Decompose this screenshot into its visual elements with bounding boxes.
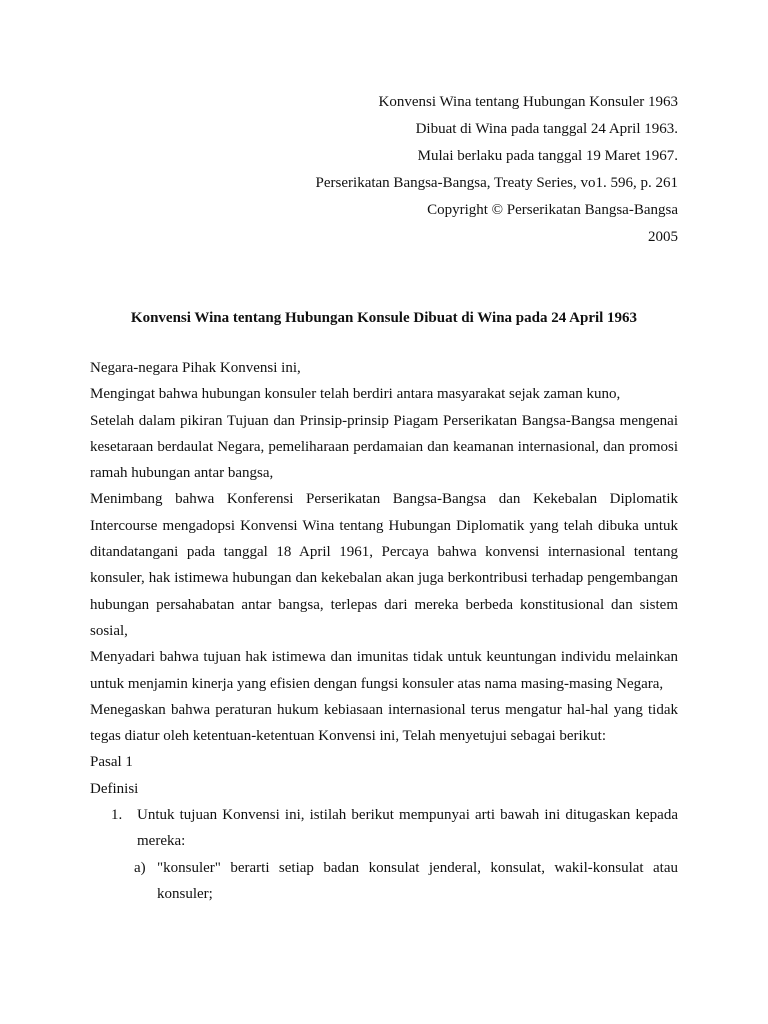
- paragraph-recalling: Mengingat bahwa hubungan konsuler telah berdiri antara masyarakat sejak zaman kuno,: [90, 386, 621, 403]
- header-line-title: Konvensi Wina tentang Hubungan Konsuler 1963: [378, 94, 678, 110]
- list-item-a-text: "konsuler" berarti setiap badan konsulat jenderal, konsulat, wakil-konsulat atau konsuler;: [157, 859, 678, 902]
- header-line-treaty-series: Perserikatan Bangsa-Bangsa, Treaty Series, vo1. 596, p. 261: [315, 175, 678, 191]
- header-line-year: 2005: [648, 229, 678, 245]
- document-header: [78, 89, 678, 251]
- paragraph-parties: Negara-negara Pihak Konvensi ini,: [90, 360, 301, 376]
- list-marker-1: 1.: [111, 807, 123, 824]
- list-item-1-text: Untuk tujuan Konvensi ini, istilah berikut mempunyai arti bawah ini ditugaskan kepada mereka:: [137, 807, 678, 850]
- list-marker-a: a): [134, 859, 146, 876]
- document-body: [90, 355, 678, 907]
- header-line-signed: Dibuat di Wina pada tanggal 24 April 1963.: [415, 121, 678, 137]
- paragraph-considering: Menimbang bahwa Konferensi Perserikatan Bangsa-Bangsa dan Kekebalan Diplomatik Intercourse mengadopsi Konvensi Wina tentang Hubungan Diplomatik yang telah dibuka untuk ditandatangani pada tanggal 18 April 1961, Percaya bahwa konvensi internasional tentang konsuler, hak istimewa hubungan dan kekebalan akan juga berkontribusi terhadap pengembangan hubungan persahabatan antar bangsa, terlepas dari mereka berbeda konstitusional dan sistem sosial,: [90, 491, 678, 639]
- list-item-a: [90, 855, 678, 908]
- list-item-1: [90, 802, 678, 855]
- document-title: Konvensi Wina tentang Hubungan Konsule Dibuat di Wina pada 24 April 1963: [130, 310, 638, 326]
- paragraph-affirming: Menegaskan bahwa peraturan hukum kebiasaan internasional terus mengatur hal-hal yang tidak tegas diatur oleh ketentuan-ketentuan Konvensi ini, Telah menyetujui sebagai berikut:: [90, 701, 678, 745]
- article-heading: Pasal 1: [90, 754, 133, 771]
- paragraph-purposes: Setelah dalam pikiran Tujuan dan Prinsip-prinsip Piagam Perserikatan Bangsa-Bangsa mengenai kesetaraan berdaulat Negara, pemeliharaan perdamaian dan keamanan internasional, dan promosi ramah hubungan antar bangsa,: [90, 412, 678, 482]
- paragraph-realizing: Menyadari bahwa tujuan hak istimewa dan imunitas tidak untuk keuntungan individu melainkan untuk menjamin kinerja yang efisien dengan fungsi konsuler atas nama masing-masing Negara,: [90, 649, 678, 692]
- header-line-in-force: Mulai berlaku pada tanggal 19 Maret 1967.: [417, 148, 678, 164]
- article-subheading: Definisi: [90, 780, 139, 797]
- header-line-copyright: Copyright © Perserikatan Bangsa-Bangsa: [427, 202, 678, 218]
